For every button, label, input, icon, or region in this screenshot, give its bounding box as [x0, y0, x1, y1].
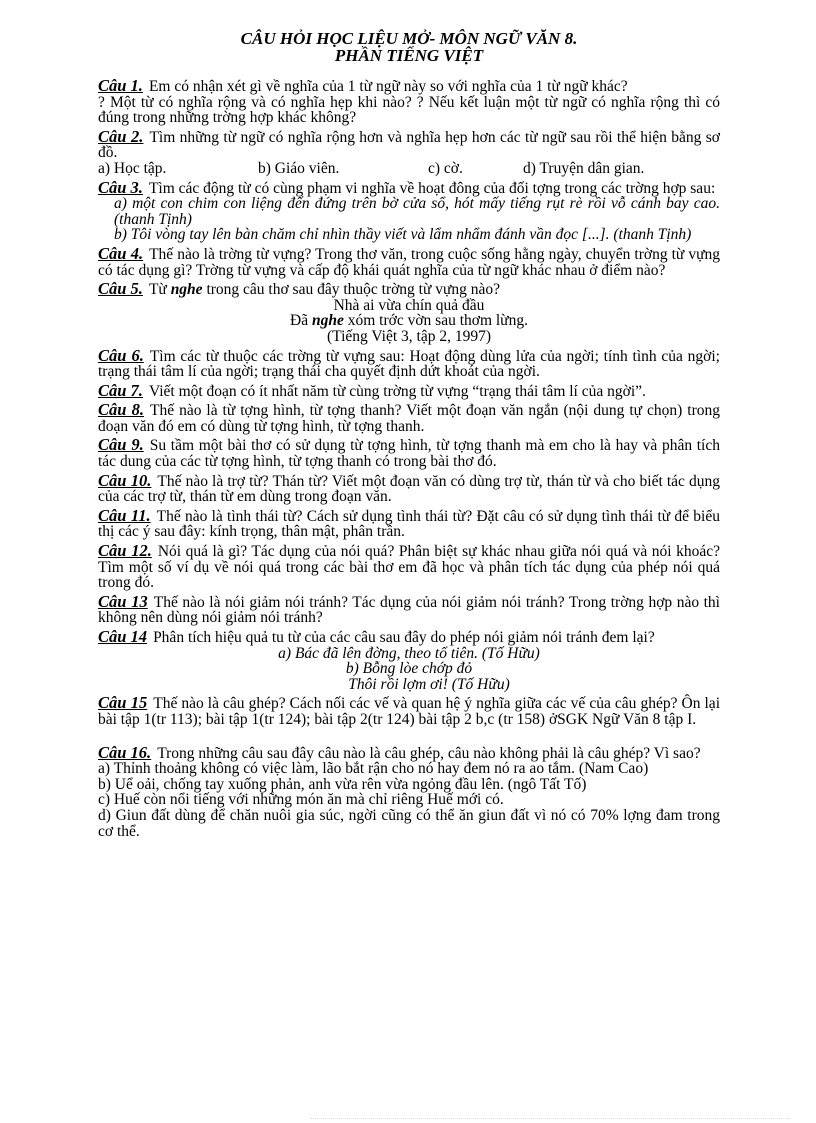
question-9 — [98, 437, 720, 469]
option-c: c) cờ. — [428, 159, 463, 177]
question-text: Phân tích hiệu quả tu từ của các câu sau đây do phép nói giảm nói tránh đem lại? — [153, 629, 655, 646]
question-10 — [98, 470, 720, 506]
question-text-after: trong câu thơ sau đây thuộc trờng từ vựng nào? — [206, 281, 501, 299]
question-label: Câu 16. — [98, 742, 152, 762]
example-b-line-2: Thôi rồi lợm ơi! (Tố Hữu) — [348, 675, 510, 693]
question-5 — [98, 281, 720, 344]
question-label: Câu 15 — [98, 693, 148, 713]
question-2 — [98, 126, 721, 177]
question-text-before: Từ — [148, 281, 167, 299]
keyword: nghe — [170, 281, 203, 299]
question-text: Thế nào là câu ghép? Cách nối các vế và quan hệ ý nghĩa giữa các vế của câu ghép? Ôn lại bài tập 1(tr 113); bài tập 1(tr 124); bài tập 2(tr 124) bài tập 2 b,c (tr 158) ởSGK Ngữ Văn 8 tập I. — [98, 695, 720, 728]
poem-text: Đã — [290, 312, 309, 330]
question-12 — [98, 543, 720, 591]
footer-divider — [310, 1118, 790, 1119]
item-c: c) Huế còn nổi tiếng với những món ăn mà chỉ riêng Huế mới có. — [98, 791, 504, 809]
document-page — [98, 30, 720, 842]
question-4 — [98, 243, 720, 279]
question-text: Viết một đoạn có ít nhất năm từ cùng trờng từ vựng “trạng thái tâm lí của ngời”. — [148, 382, 646, 400]
option-d: d) Truyện dân gian. — [523, 159, 645, 177]
question-text: Nói quá là gì? Tác dụng của nói quá? Phân biệt sự khác nhau giữa nói quá và nói khoác? Tìm một số ví dụ về nói quá trong các bài thơ em đã học và phân tích tác dụng của phép nói quá trong đó. — [98, 543, 721, 592]
question-label: Câu 4. — [98, 243, 144, 263]
question-text: Thế nào là nói giảm nói tránh? Tác dụng của nói giảm nói tránh? Trong trờng hợp nào thì không nên dùng nói giảm nói tránh? — [98, 593, 720, 627]
item-d: d) Giun đất dùng để chăn nuôi gia súc, ngời cũng có thể ăn giun đất vì nó có 70% lợng đam trong cơ thể. — [98, 806, 720, 840]
question-text: Tìm những từ ngữ có nghĩa rộng hơn và nghĩa hẹp hơn các từ ngữ sau rồi thể hiện bằng sơ đồ. — [98, 128, 721, 162]
question-text: Thế nào là trờng từ vựng? Trong thơ văn, trong cuộc sống hằng ngày, chuyển trờng từ vựng có tác dụng gì? Trờng từ vựng và cấp độ khái quát nghĩa của từ ngữ khác nhau ở điểm nào? — [98, 245, 720, 279]
question-label: Câu 7. — [98, 380, 143, 400]
question-text: Tìm các từ thuộc các trờng từ vựng sau: Hoạt động dùng lửa của ngời; tính tình của ngời; trạng thái tâm lí của ngời; trạng thái cha quyết định dứt khoát của ngời. — [98, 347, 720, 381]
item-a: a) Thỉnh thoảng không có việc làm, lão bắt rận cho nó hay đem nó ra ao tắm. (Nam Cao) — [98, 760, 649, 778]
question-14 — [98, 629, 720, 692]
poem-source: (Tiếng Việt 3, tập 2, 1997) — [327, 327, 491, 345]
question-text: Thế nào là từ tợng hình, từ tợng thanh? Viết một đoạn văn ngắn (nội dung tự chọn) trong đoạn văn đó em có dùng từ tợng hình, từ tợng thanh. — [98, 402, 720, 435]
question-label: Câu 6. — [98, 345, 144, 365]
question-label: Câu 12. — [98, 541, 152, 561]
question-label: Câu 1. — [98, 76, 143, 95]
question-text: Thế nào là trợ từ? Thán từ? Viết một đoạn văn có dùng trợ từ, thán từ và cho biết tác dụng của các trợ từ, thán từ em dùng trong đoạn văn. — [98, 472, 720, 506]
question-13 — [98, 591, 720, 627]
poem-text: xóm trớc vờn sau thơm lừng. — [347, 312, 528, 330]
question-7 — [98, 380, 720, 400]
example-b: b) Tôi vòng tay lên bàn chăm chỉ nhìn thầy viết và lẩm nhẩm đánh vần đọc [...]. (thanh Tịnh) — [114, 226, 692, 244]
question-subtext: ? Một từ có nghĩa rộng và có nghĩa hẹp khi nào? ? Nếu kết luận một từ ngữ có nghĩa rộng thì có đúng trong những trờng hợp khác không? — [98, 93, 720, 127]
question-text: Em có nhận xét gì về nghĩa của 1 từ ngữ này so với nghĩa của 1 từ ngữ khác? — [148, 78, 628, 95]
question-label: Câu 13 — [98, 591, 148, 611]
question-15 — [98, 695, 720, 727]
question-label: Câu 5. — [98, 279, 143, 299]
question-6 — [98, 345, 720, 381]
question-text: Thế nào là tình thái từ? Cách sử dụng tình thái từ? Đặt câu có sử dụng tình thái từ để biểu thị các ý sau đây: kính trọng, thân mật, phân trần. — [98, 507, 720, 541]
option-b: b) Giáo viên. — [258, 159, 340, 177]
document-title — [98, 30, 720, 64]
question-text: Su tầm một bài thơ có sử dụng từ tợng hình, từ tợng thanh mà em cho là hay và phân tích tác dung của các từ tợng hình, từ tợng thanh có trong bài thơ đó. — [98, 437, 720, 471]
question-text: Trong những câu sau đây câu nào là câu ghép, câu nào không phải là câu ghép? Vì sao? — [157, 744, 701, 762]
question-3 — [98, 177, 720, 244]
title-line-1: CÂU HỎI HỌC LIỆU MỞ- MÔN NGỮ VĂN 8. — [240, 29, 578, 48]
question-16 — [98, 742, 720, 840]
spacer — [98, 731, 720, 745]
question-label: Câu 8. — [98, 400, 145, 420]
question-11 — [98, 505, 720, 541]
question-8 — [98, 402, 720, 434]
example-a: a) một con chim con liệng đến đứng trên bờ cửa sổ, hót mấy tiếng rụt rè rồi vỗ cánh bay cao. (thanh Tịnh) — [114, 195, 720, 228]
poem-line-2 — [98, 313, 720, 329]
option-a: a) Học tập. — [98, 159, 167, 177]
item-b: b) Uể oải, chống tay xuống phản, anh vừa rên vừa ngỏng đầu lên. (ngô Tất Tố) — [98, 775, 587, 793]
question-label: Câu 14 — [98, 627, 148, 646]
question-label: Câu 11. — [98, 505, 151, 525]
title-line-2: PHẦN TIẾNG VIỆT — [334, 46, 484, 65]
question-1 — [98, 78, 720, 126]
options-row — [98, 161, 720, 177]
question-label: Câu 3. — [98, 177, 143, 197]
poem-line-1: Nhà ai vừa chín quả đầu — [333, 296, 485, 314]
question-label: Câu 9. — [98, 435, 144, 455]
example-b-line-1: b) Bỗng lòe chớp đỏ — [345, 660, 473, 678]
question-text: Tìm các động từ có cùng phạm vi nghĩa về hoạt đông của đối tợng trong các trờng hợp sau: — [148, 179, 716, 197]
example-a: a) Bác đã lên đờng, theo tổ tiên. (Tố Hữu) — [278, 644, 540, 662]
question-label: Câu 2. — [98, 126, 144, 146]
poem-keyword: nghe — [311, 312, 344, 330]
question-label: Câu 10. — [98, 470, 152, 490]
